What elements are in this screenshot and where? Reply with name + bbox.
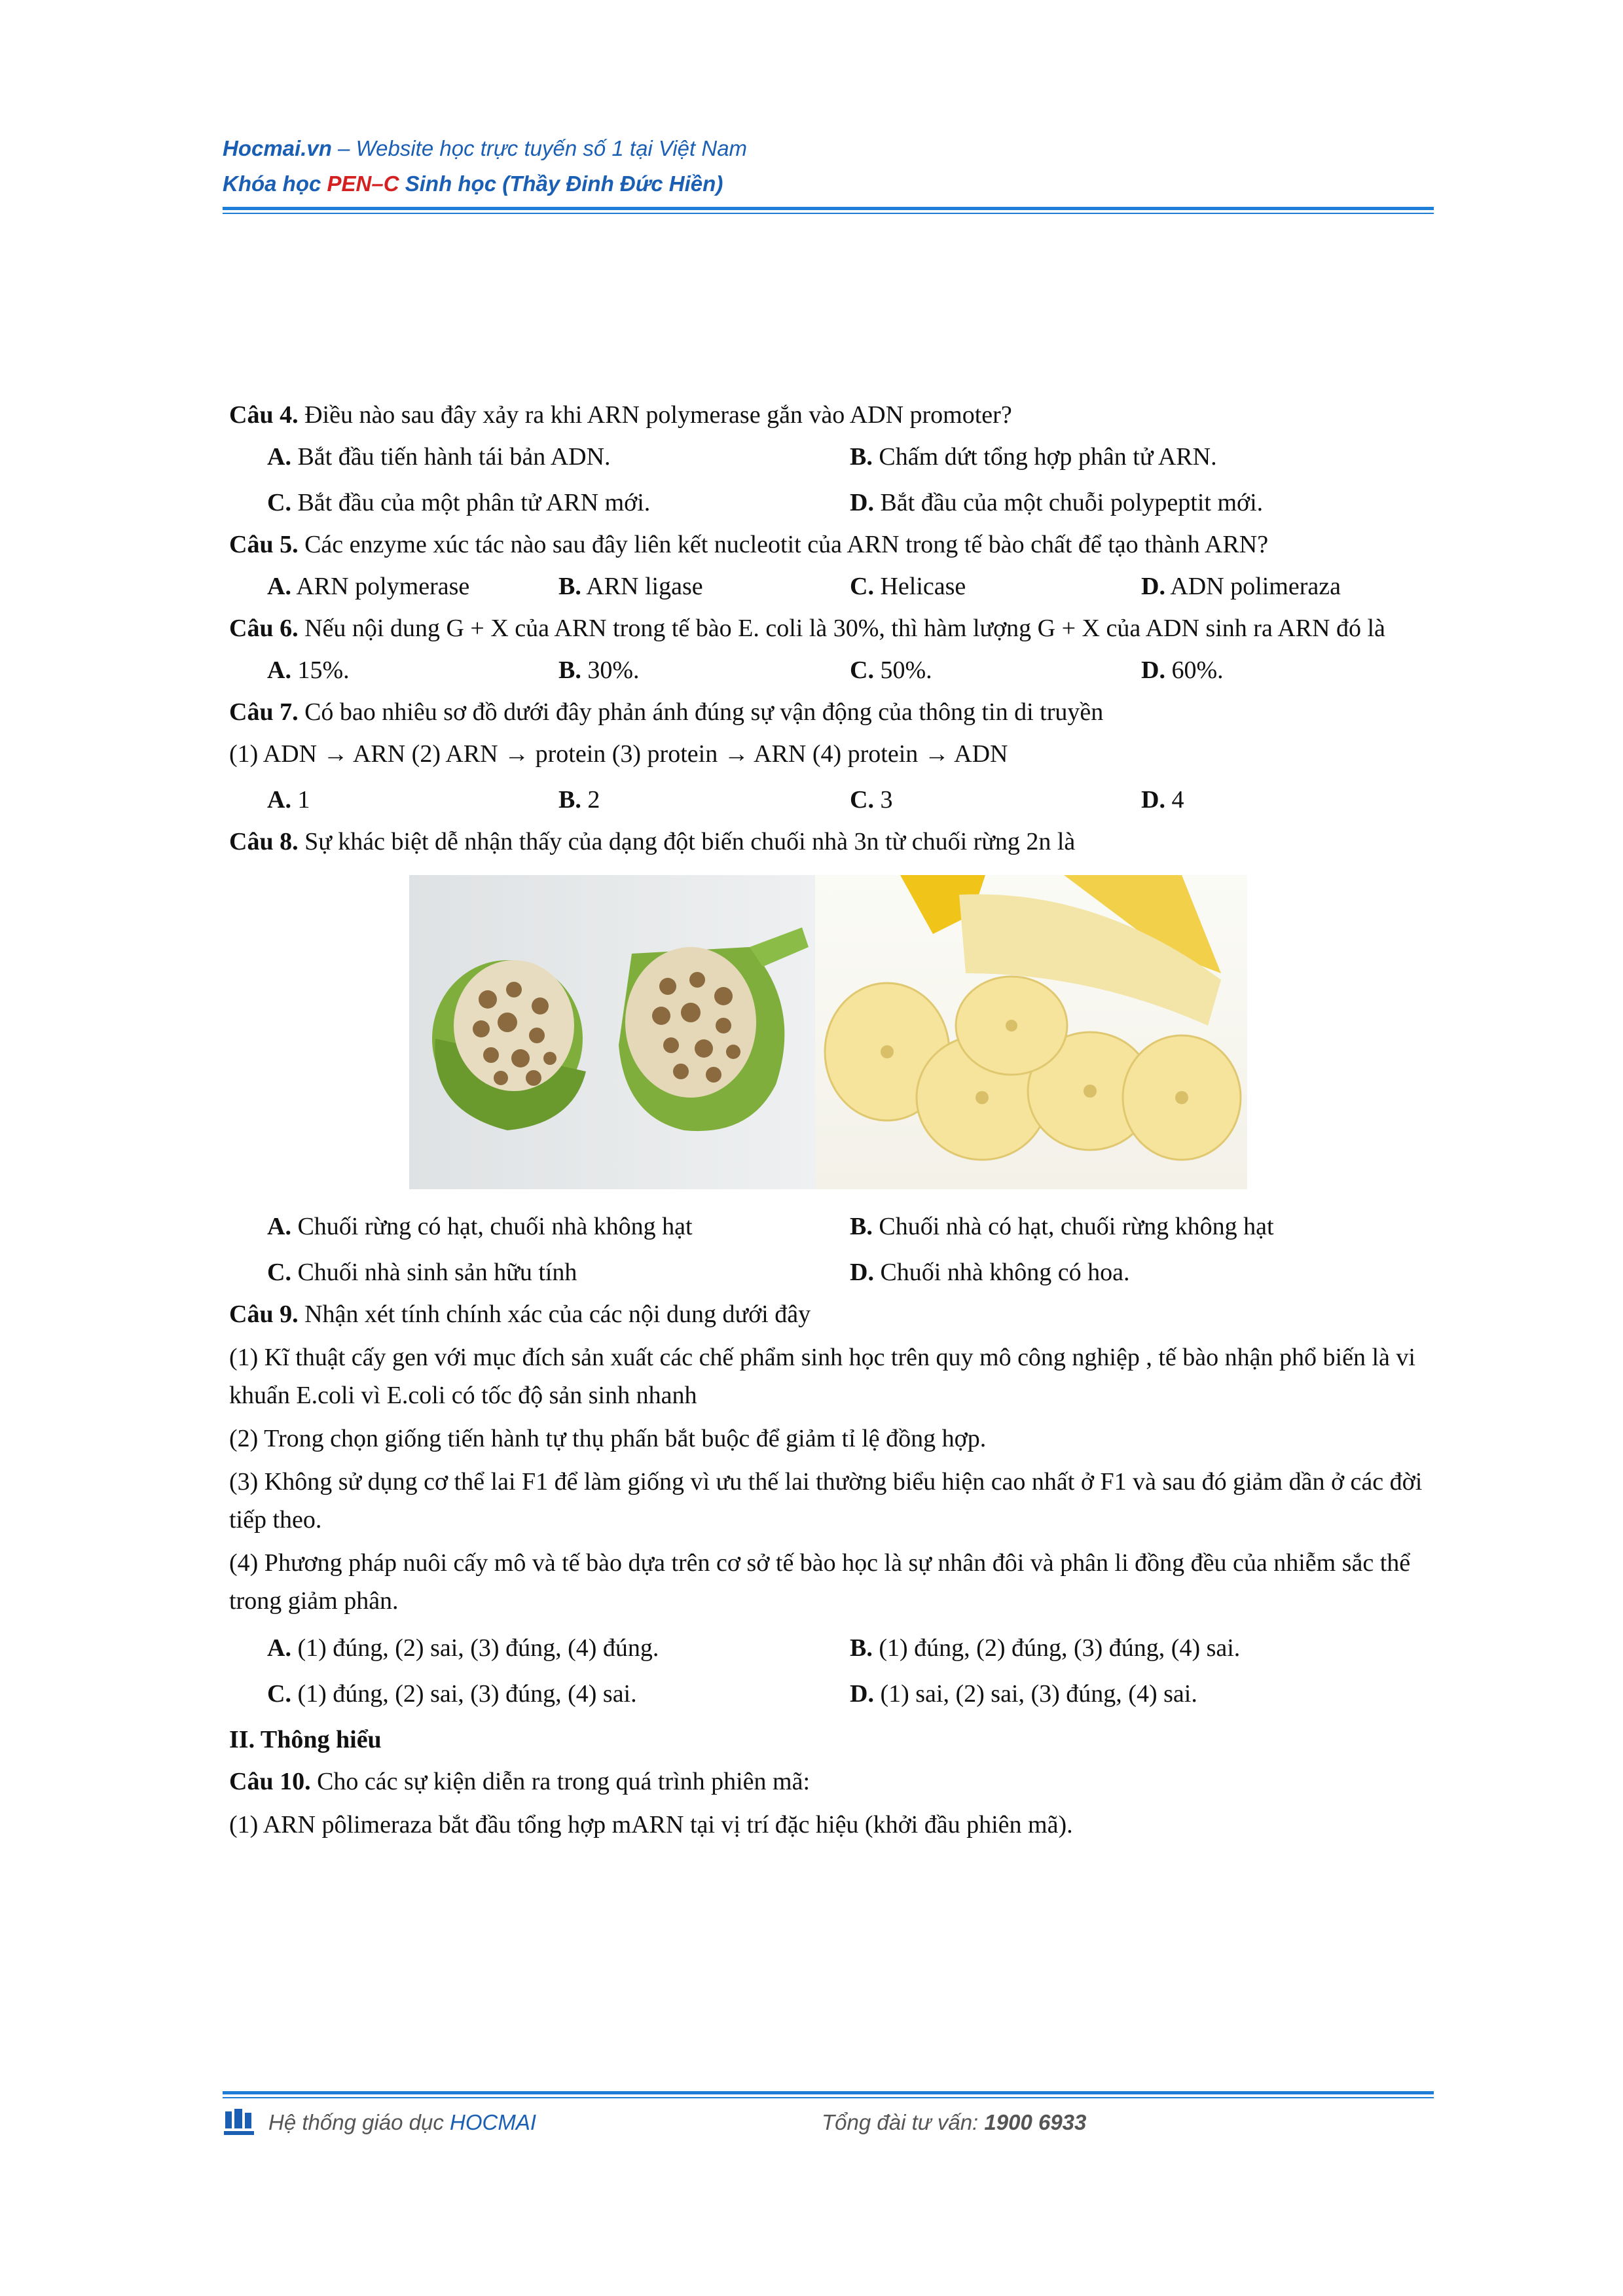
course-teacher: (Thầy Đinh Đức Hiền) (502, 171, 723, 196)
site-tagline: – Website học trực tuyến số 1 tại Việt Nam (331, 136, 748, 160)
option-d[interactable]: D. 4 (1141, 786, 1184, 814)
option-b[interactable]: B. Chấm dứt tổng hợp phân tử ARN. (850, 443, 1217, 471)
option-d[interactable]: D. Bắt đầu của một chuỗi polypeptit mới. (850, 489, 1264, 516)
section-heading: II. Thông hiểu (229, 1726, 382, 1753)
option-c[interactable]: C. Chuối nhà sinh sản hữu tính (267, 1259, 577, 1286)
footer-system-prefix: Hệ thống giáo dục (268, 2110, 450, 2134)
question-9: Câu 9. Nhận xét tính chính xác của các nội dung dưới đây (229, 1300, 811, 1328)
q4-options-row-1 (229, 434, 1434, 480)
option-a[interactable]: A. Bắt đầu tiến hành tái bản ADN. (267, 443, 611, 471)
option-c[interactable]: C. (1) đúng, (2) sai, (3) đúng, (4) sai. (267, 1680, 637, 1708)
q6-options (229, 647, 1434, 693)
option-b[interactable]: B. ARN ligase (558, 573, 703, 600)
hocmai-logo-icon (223, 2108, 255, 2138)
question-5: Câu 5. Các enzyme xúc tác nào sau đây liên kết nucleotit của ARN trong tế bào chất để tạo thành ARN? (229, 531, 1269, 558)
q9-statement-3: (3) Không sử dụng cơ thể lai F1 để làm giống vì ưu thế lai thường biểu hiện cao nhất ở F1 và sau đó giảm dần ở các đời tiếp theo. (229, 1468, 1423, 1534)
option-d[interactable]: D. Chuối nhà không có hoa. (850, 1259, 1130, 1286)
banana-comparison-photo (409, 875, 1247, 1189)
option-a[interactable]: A. ARN polymerase (267, 573, 470, 600)
course-code: PEN–C (327, 171, 399, 196)
q9-statement-4: (4) Phương pháp nuôi cấy mô và tế bào dựa trên cơ sở tế bào học là sự nhân đôi và phân li đồng đều của nhiễm sắc thể trong giảm phân. (229, 1549, 1411, 1615)
option-a[interactable]: A. (1) đúng, (2) sai, (3) đúng, (4) đúng. (267, 1634, 659, 1662)
option-d[interactable]: D. (1) sai, (2) sai, (3) đúng, (4) sai. (850, 1680, 1197, 1708)
wild-banana-image (409, 875, 815, 1189)
option-c[interactable]: C. Helicase (850, 573, 966, 600)
course-subject: Sinh học (399, 171, 503, 196)
option-c[interactable]: C. 3 (850, 786, 893, 814)
domestic-banana-image (815, 875, 1247, 1189)
option-b[interactable]: B. 30%. (558, 656, 640, 684)
q9-options-row-1 (229, 1625, 1434, 1671)
q9-options-row-2 (229, 1671, 1434, 1717)
option-a[interactable]: A. Chuối rừng có hạt, chuối nhà không hạt (267, 1213, 693, 1240)
option-a[interactable]: A. 15%. (267, 656, 350, 684)
q8-options-row-1 (229, 1204, 1434, 1249)
site-name[interactable]: Hocmai.vn (223, 136, 332, 160)
header-rule (223, 207, 1434, 210)
page-footer (223, 2091, 1434, 2138)
question-10: Câu 10. Cho các sự kiện diễn ra trong quá trình phiên mã: (229, 1768, 811, 1795)
q10-statement-1: (1) ARN pôlimeraza bắt đầu tổng hợp mARN tại vị trí đặc hiệu (khởi đầu phiên mã). (229, 1811, 1073, 1839)
question-4 (229, 396, 1434, 434)
footer-rule-thin (223, 2097, 1434, 2098)
q7-options (229, 777, 1434, 823)
footer-row (223, 2108, 1434, 2138)
page-header (223, 131, 1434, 214)
q9-statement-1: (1) Kĩ thuật cấy gen với mục đích sản xuất các chế phẩm sinh học trên quy mô công nghiệp , tế bào nhận phổ biến là vi khuẩn E.coli vì E.coli có tốc độ sản sinh nhanh (229, 1344, 1415, 1409)
footer-system-name[interactable]: HOCMAI (450, 2110, 537, 2134)
footer-system (268, 2110, 822, 2135)
question-6: Câu 6. Nếu nội dung G + X của ARN trong tế bào E. coli là 30%, thì hàm lượng G + X của ADN sinh ra ARN đó là (229, 615, 1385, 642)
header-line-1 (223, 131, 1434, 166)
q9-statement-2: (2) Trong chọn giống tiến hành tự thụ phấn bắt buộc để giảm tỉ lệ đồng hợp. (229, 1425, 987, 1452)
option-c[interactable]: C. Bắt đầu của một phân tử ARN mới. (267, 489, 651, 516)
question-text: Điều nào sau đây xảy ra khi ARN polymerase gắn vào ADN promoter? (298, 401, 1012, 429)
option-d[interactable]: D. 60%. (1141, 656, 1224, 684)
option-b[interactable]: B. Chuối nhà có hạt, chuối rừng không hạt (850, 1213, 1274, 1240)
q8-options-row-2 (229, 1249, 1434, 1295)
option-b[interactable]: B. 2 (558, 786, 600, 814)
option-b[interactable]: B. (1) đúng, (2) đúng, (3) đúng, (4) sai. (850, 1634, 1241, 1662)
option-a[interactable]: A. 1 (267, 786, 310, 814)
question-8: Câu 8. Sự khác biệt dễ nhận thấy của dạng đột biến chuối nhà 3n từ chuối rừng 2n là (229, 828, 1076, 855)
q5-options (229, 564, 1434, 609)
course-prefix: Khóa học (223, 171, 327, 196)
footer-hotline (822, 2110, 1086, 2135)
hotline-number[interactable]: 1900 6933 (984, 2110, 1087, 2134)
q7-items: (1) ADN → ARN (2) ARN → protein (3) protein → ARN (4) protein → ADN (229, 740, 1008, 768)
hotline-label: Tổng đài tư vấn: (822, 2110, 985, 2134)
footer-rule (223, 2091, 1434, 2094)
question-content (229, 396, 1434, 1849)
header-rule-thin (223, 213, 1434, 214)
q4-options-row-2 (229, 480, 1434, 526)
header-line-2 (223, 166, 1434, 202)
question-label: Câu 4. (229, 401, 299, 429)
question-7: Câu 7. Có bao nhiêu sơ đồ dưới đây phản ánh đúng sự vận động của thông tin di truyền (229, 698, 1104, 726)
option-c[interactable]: C. 50%. (850, 656, 932, 684)
option-d[interactable]: D. ADN polimeraza (1141, 573, 1341, 600)
